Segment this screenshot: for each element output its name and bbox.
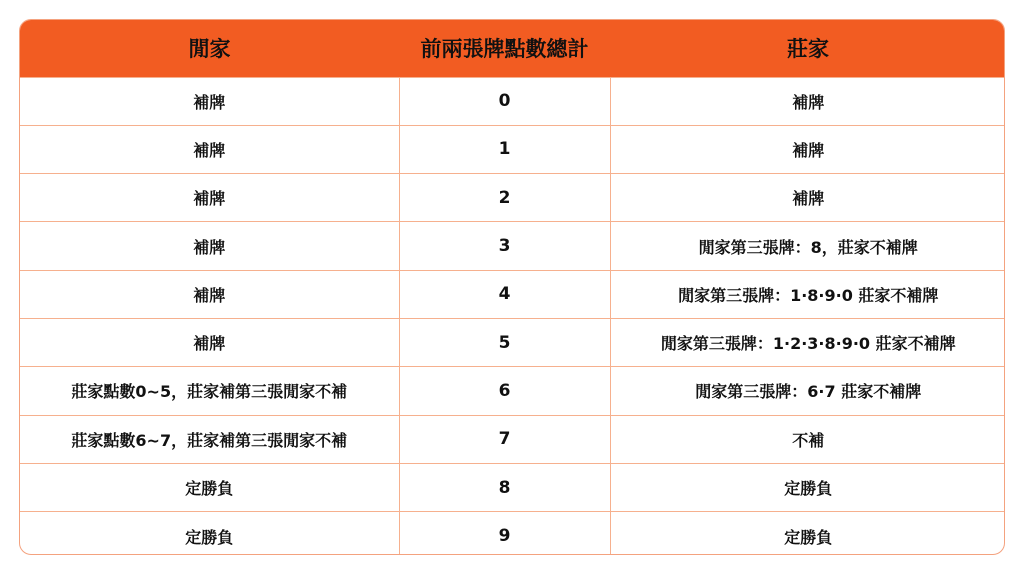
banker-cell: 閒家第三張牌：1·2·3·8·9·0 莊家不補牌 <box>610 318 1005 366</box>
banker-cell: 閒家第三張牌：8，莊家不補牌 <box>610 222 1005 270</box>
total-cell: 9 <box>399 512 610 555</box>
total-cell: 8 <box>399 463 610 511</box>
player-cell: 補牌 <box>20 125 399 173</box>
table-row <box>20 125 1005 173</box>
total-cell: 0 <box>399 77 610 125</box>
table-row <box>20 222 1005 270</box>
header-player: 閒家 <box>188 37 231 62</box>
table-row <box>20 367 1005 415</box>
total-cell: 2 <box>399 174 610 222</box>
banker-cell: 補牌 <box>610 125 1005 173</box>
total-cell: 5 <box>399 318 610 366</box>
player-cell: 定勝負 <box>20 512 399 555</box>
banker-cell: 定勝負 <box>610 463 1005 511</box>
banker-cell: 補牌 <box>610 174 1005 222</box>
player-cell: 定勝負 <box>20 463 399 511</box>
player-cell: 莊家點數0~5，莊家補第三張閒家不補 <box>20 367 399 415</box>
banker-cell: 不補 <box>610 415 1005 463</box>
player-cell: 補牌 <box>20 77 399 125</box>
header-banker: 莊家 <box>787 37 829 62</box>
baccarat-rules-table-frame <box>19 19 1005 555</box>
table-row <box>20 174 1005 222</box>
total-cell: 6 <box>399 367 610 415</box>
table-row <box>20 415 1005 463</box>
table-row <box>20 77 1005 125</box>
player-cell: 補牌 <box>20 318 399 366</box>
baccarat-rules-table <box>20 20 1005 555</box>
player-cell: 補牌 <box>20 174 399 222</box>
table-row <box>20 318 1005 366</box>
player-cell: 莊家點數6~7，莊家補第三張閒家不補 <box>20 415 399 463</box>
total-cell: 7 <box>399 415 610 463</box>
player-cell: 補牌 <box>20 222 399 270</box>
table-row <box>20 512 1005 555</box>
table-row <box>20 270 1005 318</box>
banker-cell: 閒家第三張牌：6·7 莊家不補牌 <box>610 367 1005 415</box>
total-cell: 3 <box>399 222 610 270</box>
table-row <box>20 463 1005 511</box>
banker-cell: 閒家第三張牌：1·8·9·0 莊家不補牌 <box>610 270 1005 318</box>
player-cell: 補牌 <box>20 270 399 318</box>
header-total: 前兩張牌點數總計 <box>420 37 589 62</box>
banker-cell: 定勝負 <box>610 512 1005 555</box>
banker-cell: 補牌 <box>610 77 1005 125</box>
table-header-row <box>20 20 1005 77</box>
total-cell: 1 <box>399 125 610 173</box>
total-cell: 4 <box>399 270 610 318</box>
